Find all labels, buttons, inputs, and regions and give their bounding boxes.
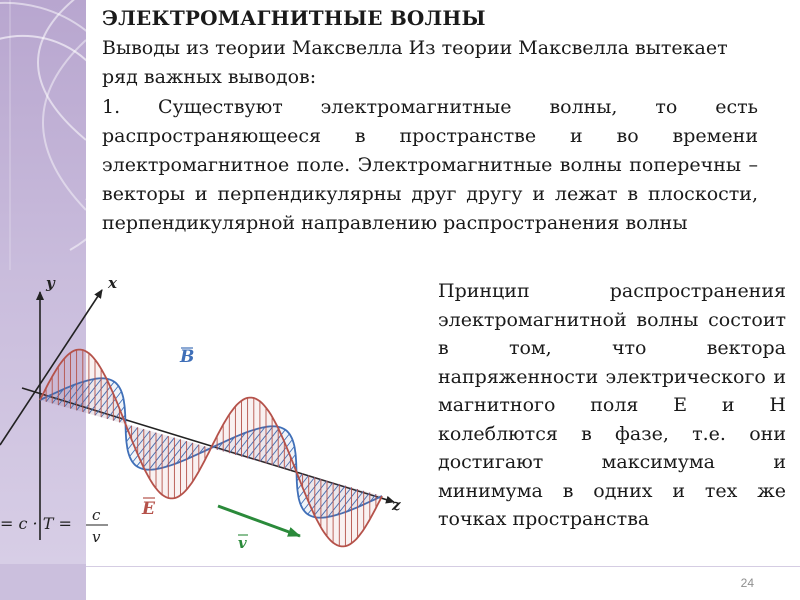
vector-v-label: v	[238, 534, 247, 552]
vector-e-label: E	[142, 499, 155, 519]
slide-title: ЭЛЕКТРОМАГНИТНЫЕ ВОЛНЫ	[102, 6, 486, 30]
x-axis-label: x	[108, 274, 117, 292]
vector-b-label: B	[180, 347, 195, 367]
y-axis-label: y	[46, 274, 55, 292]
em-wave-diagram	[0, 270, 420, 560]
formula-denominator: v	[92, 528, 101, 546]
wavelength-formula: = c · T =	[0, 514, 72, 533]
decorative-side-bottom	[0, 564, 86, 600]
principle-paragraph: Принцип распространения электромагнитной волны состоит в том, что вектора напряженности электрического и магнитного поля Е и Н колеблются в фазе, т.е. они достигают максимума и минимума в одних и тех же точках пространства	[438, 280, 786, 530]
formula-numerator: c	[92, 506, 101, 524]
footer-divider	[86, 566, 800, 567]
intro-paragraph: Выводы из теории Максвелла Из теории Максвелла вытекает ряд важных выводов:	[102, 37, 728, 88]
velocity-arrow	[218, 506, 300, 536]
z-axis-label: z	[392, 496, 401, 514]
point-one-paragraph: 1. Существуют электромагнитные волны, то есть распространяющееся в пространстве и во времени электромагнитное поле. Электромагнитные волны поперечны – векторы и перпендикулярны друг другу и лежат в плоскости, перпендикулярной направлению распространения волны	[102, 96, 758, 234]
page-number: 24	[740, 576, 754, 590]
